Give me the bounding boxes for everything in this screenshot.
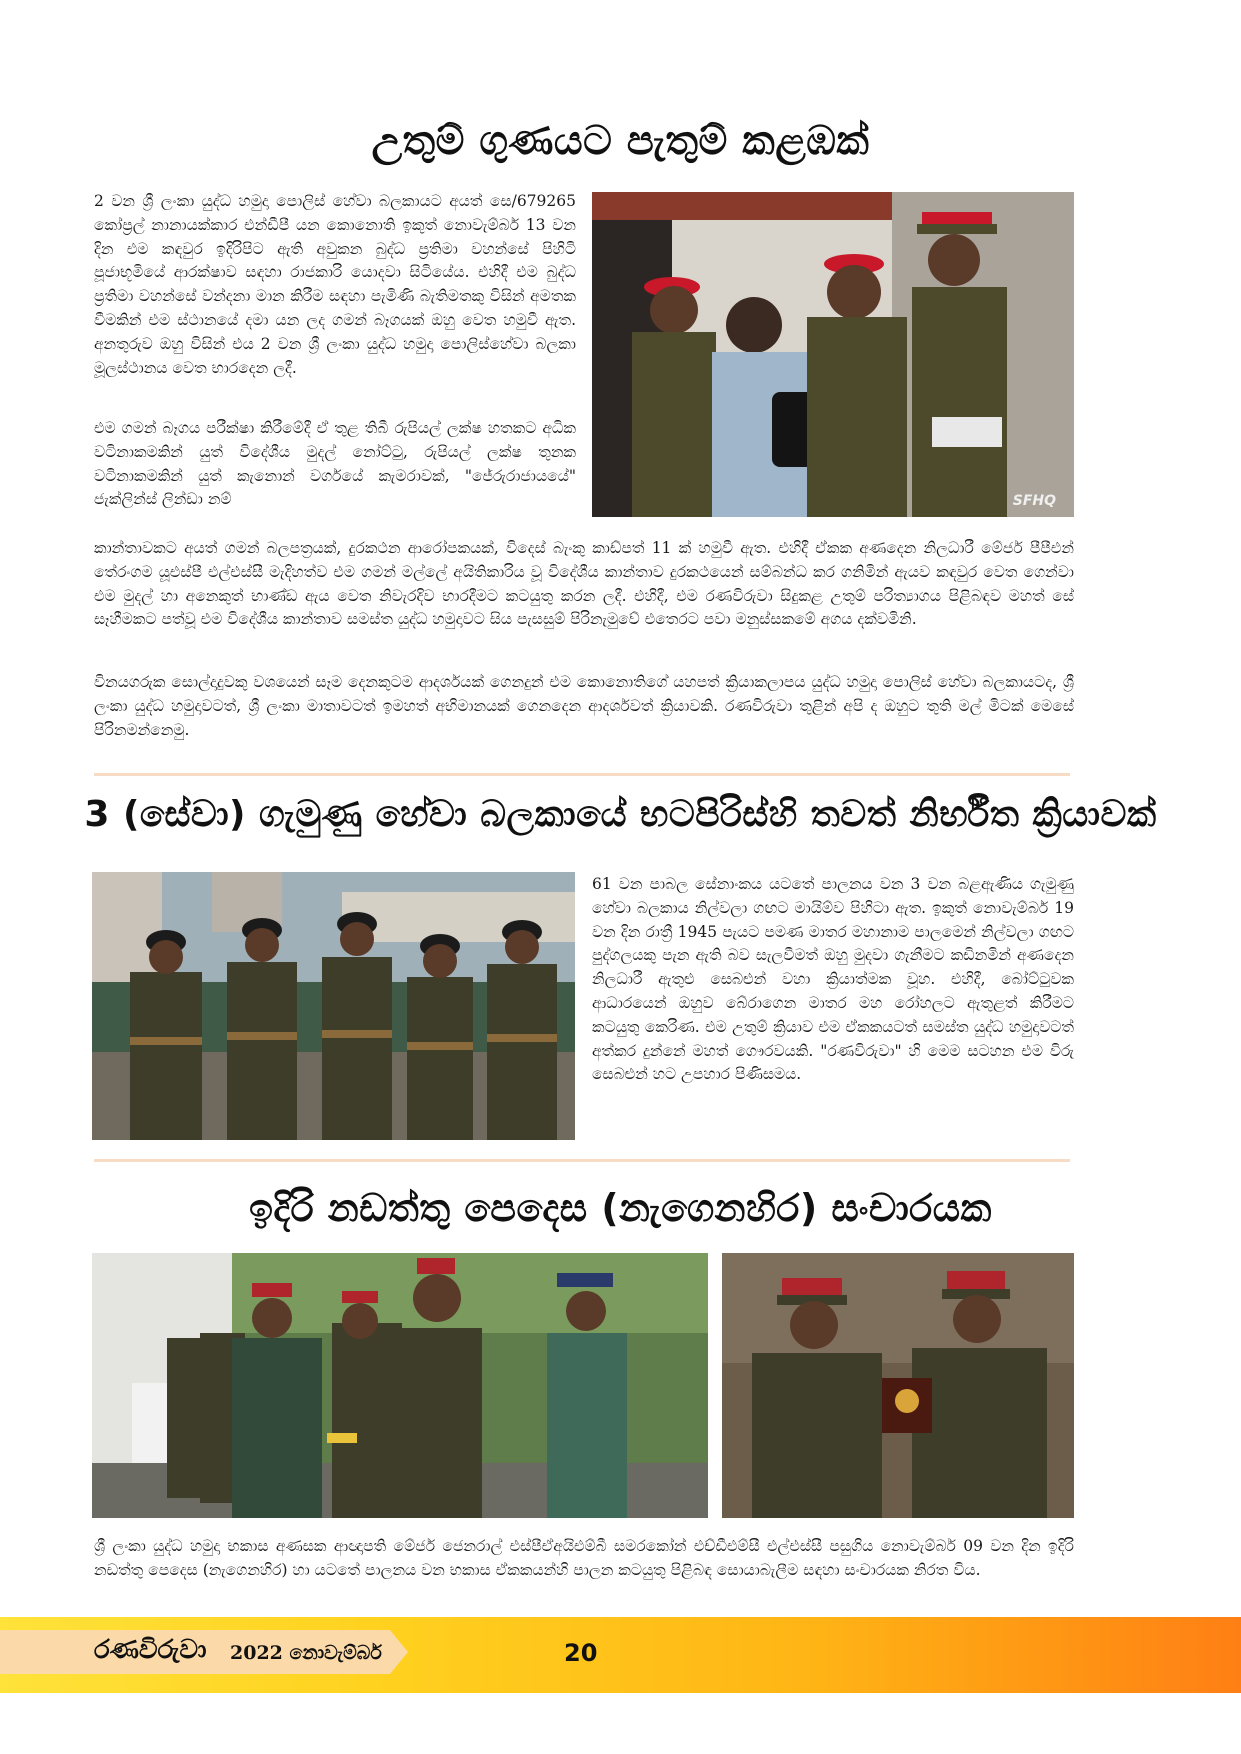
article3-title: ඉදිරි නඩත්තු පෙදෙස (නැගෙනහිර) සංචාරයක <box>249 1186 992 1230</box>
section-divider-2 <box>94 1159 1070 1162</box>
article3-paragraph-1: ශ්‍රී ලංකා යුද්ධ හමුදා භකාස අණසක ආඥාපති මේජර් ජෙනරාල් එස්පීඒඅයිඑම්බී සමරකෝන් එච්ඩීඑම්සී එල්එස්සී පසුගිය නොවැම්බර් 09 වන දින ඉදිරි නඩත්තු පෙදෙස (නැගෙනහිර) හා යටතේ පාලනය වන භකාස ඒකකයන්හි පාලන කටයුතු පිළිබඳ සොයාබැලීම සඳහා සංචාරයක නිරත විය. <box>94 1537 1074 1579</box>
article1-photo-handover <box>592 192 1074 517</box>
article1-paragraph-2b: කාන්තාවකට අයත් ගමන් බලපත්‍රයක්, දුරකථන ආරෝපකයක්, විදෙස් බැංකු කාඩ්පත් 11 ක් හමුවී ඇත. එහිදී ඒකක අණදෙන නිලධාරී මේජර් පීපීඑන් තේරංගම යූඑස්පී එල්එස්සී මැදිහත්ව එම ගමන් මල්ලේ අයිතිකාරිය වූ විදේශීය කාන්තාව දුරකථයෙන් සම්බන්ධ කර ගනිමින් ඇයව කඳවුර වෙත ගෙන්වා එම මුදල් හා අනෙකුත් භාණ්ඩ ඇය වෙත නිවැරදිව භාරදීමට කටයුතු කරන ලදී. එහිදී, එම රණවිරුවා සිදුකළ උතුම් පරිත්‍යාගය පිළිබඳව මහත් සේ සෑහීමකට පත්වූ එම විදේශීය කාන්තාව සමස්ත යුද්ධ හමුදාවට සිය පැසසුම් පිරිනැමුවේ එතෙරට පවා මනුස්සකමේ අගය දක්වමිනි. <box>94 539 1074 629</box>
article3-photo-award <box>722 1253 1074 1518</box>
page-number: 20 <box>564 1639 598 1667</box>
magazine-logo: රණවිරුවා <box>94 1635 207 1665</box>
issue-date: 2022 නොවැම්බර් <box>230 1642 382 1664</box>
article2-title: 3 (සේවා) ගැමුණු හේවා බලකායේ භටපිරිස්හි තවත් නිර්භීත ක්‍රියාවක් <box>84 794 1157 835</box>
article3-photo-handshake <box>92 1253 708 1518</box>
article2-paragraph-1: 61 වන පාබල සේනාංකය යටතේ පාලනය වන 3 වන බළඇණිය ගැමුණු හේවා බලකාය නිල්වලා ගඟට මායිම්ව පිහිටා ඇත. ඉකුත් නොවැම්බර් 19 වන දින රාත්‍රී 1945 පැයට පමණ මාතර මහානාම පාලමෙන් නිල්වලා ගඟට පුද්ගලයකු පැන ඇති බව සැලවීමත් ඔහු මුදවා ගැනීමට කඩිනමින් අණදෙන නිලධාරී ඇතුළු සෙබළුන් වහා ක්‍රියාත්මක වූහ. එහිදී, බෝට්ටුවක ආධාරයෙන් ඔහුව බේරාගෙන මාතර මහ රෝහලට ඇතුළත් කිරීමට කටයුතු කෙරිණ. එම උතුම් ක්‍රියාව එම ඒකකයටත් සමස්ත යුද්ධ හමුදාවටත් අත්කර දුන්නේ මහත් ගෞරවයකි. "රණවිරුවා" හි මෙම සටහන එම විරු සෙබළුන් හට උපහාර පිණිසමය. <box>592 875 1074 1084</box>
article1-paragraph-1: 2 වන ශ්‍රී ලංකා යුද්ධ හමුදා පොලිස් හේවා බලකායට අයත් සෙ/679265 කෝප්‍රල් නානායක්කාර එන්ඩීපී යන කොනොති ඉකුත් නොවැම්බර් 13 වන දින එම කඳවුර ඉදිරිපිට ඇති අවුකන බුද්ධ ප්‍රතිමා වහන්සේ පිහිටි පූජාභූමියේ ආරක්ෂාව සඳහා රාජකාරි යොදවා සිටියේය. එහිදී එම බුද්ධ ප්‍රතිමා වහන්සේ වන්දනා මාන කිරීම සඳහා පැමිණි බැතිමතකු විසින් අමතක වීමකින් එම ස්ථානයේ දමා යන ලද ගමන් බෑගයක් ඔහු වෙත හමුවී ඇත. අනතුරුව ඔහු විසින් එය 2 වන ශ්‍රී ලංකා යුද්ධ හමුදා පොලිස්හේවා බලකා මූලස්ථානය වෙත භාරදෙන ලදී. <box>94 192 576 377</box>
article1-title: උතුම් ගුණයට පැතුම් කළඹක් <box>371 118 870 164</box>
section-divider <box>94 773 1070 776</box>
article1-paragraph-2a: එම ගමන් බෑගය පරීක්ෂා කිරීමේදී ඒ තුළ තිබී රුපියල් ලක්ෂ හතකට අධික වටිනාකමකින් යුත් විදේශීය මුදල් නෝට්ටු, රුපියල් ලක්ෂ තුනක වටිනාකමකින් යුත් කැනොන් වර්ගයේ කැමරාවක්, "ජේරුරාජායයේ" ජැක්ලින්ස් ලින්ඩා නම් <box>94 419 576 509</box>
article2-photo-soldiers <box>92 872 575 1140</box>
photo-watermark: SFHQ <box>1012 493 1056 509</box>
article1-paragraph-3: විනයගරුක සොල්දාදුවකු වශයෙන් සෑම දෙනකුටම ආදර්ශයක් ගෙනදුන් එම කොනොතිගේ යහපත් ක්‍රියාකලාපය යුද්ධ හමුදා පොලිස් හේවා බලකායටද, ශ්‍රී ලංකා යුද්ධ හමුදාවටත්, ශ්‍රී ලංකා මාතාවටත් ඉමහත් අභිමානයක් ගෙනදෙන ආදර්ශවත් ක්‍රියාවකි. රණවිරුවා තුළින් අපි ද ඔහුට තුති මල් මිටක් මෙසේ පිරිනමන්නෙමු. <box>94 673 1074 739</box>
